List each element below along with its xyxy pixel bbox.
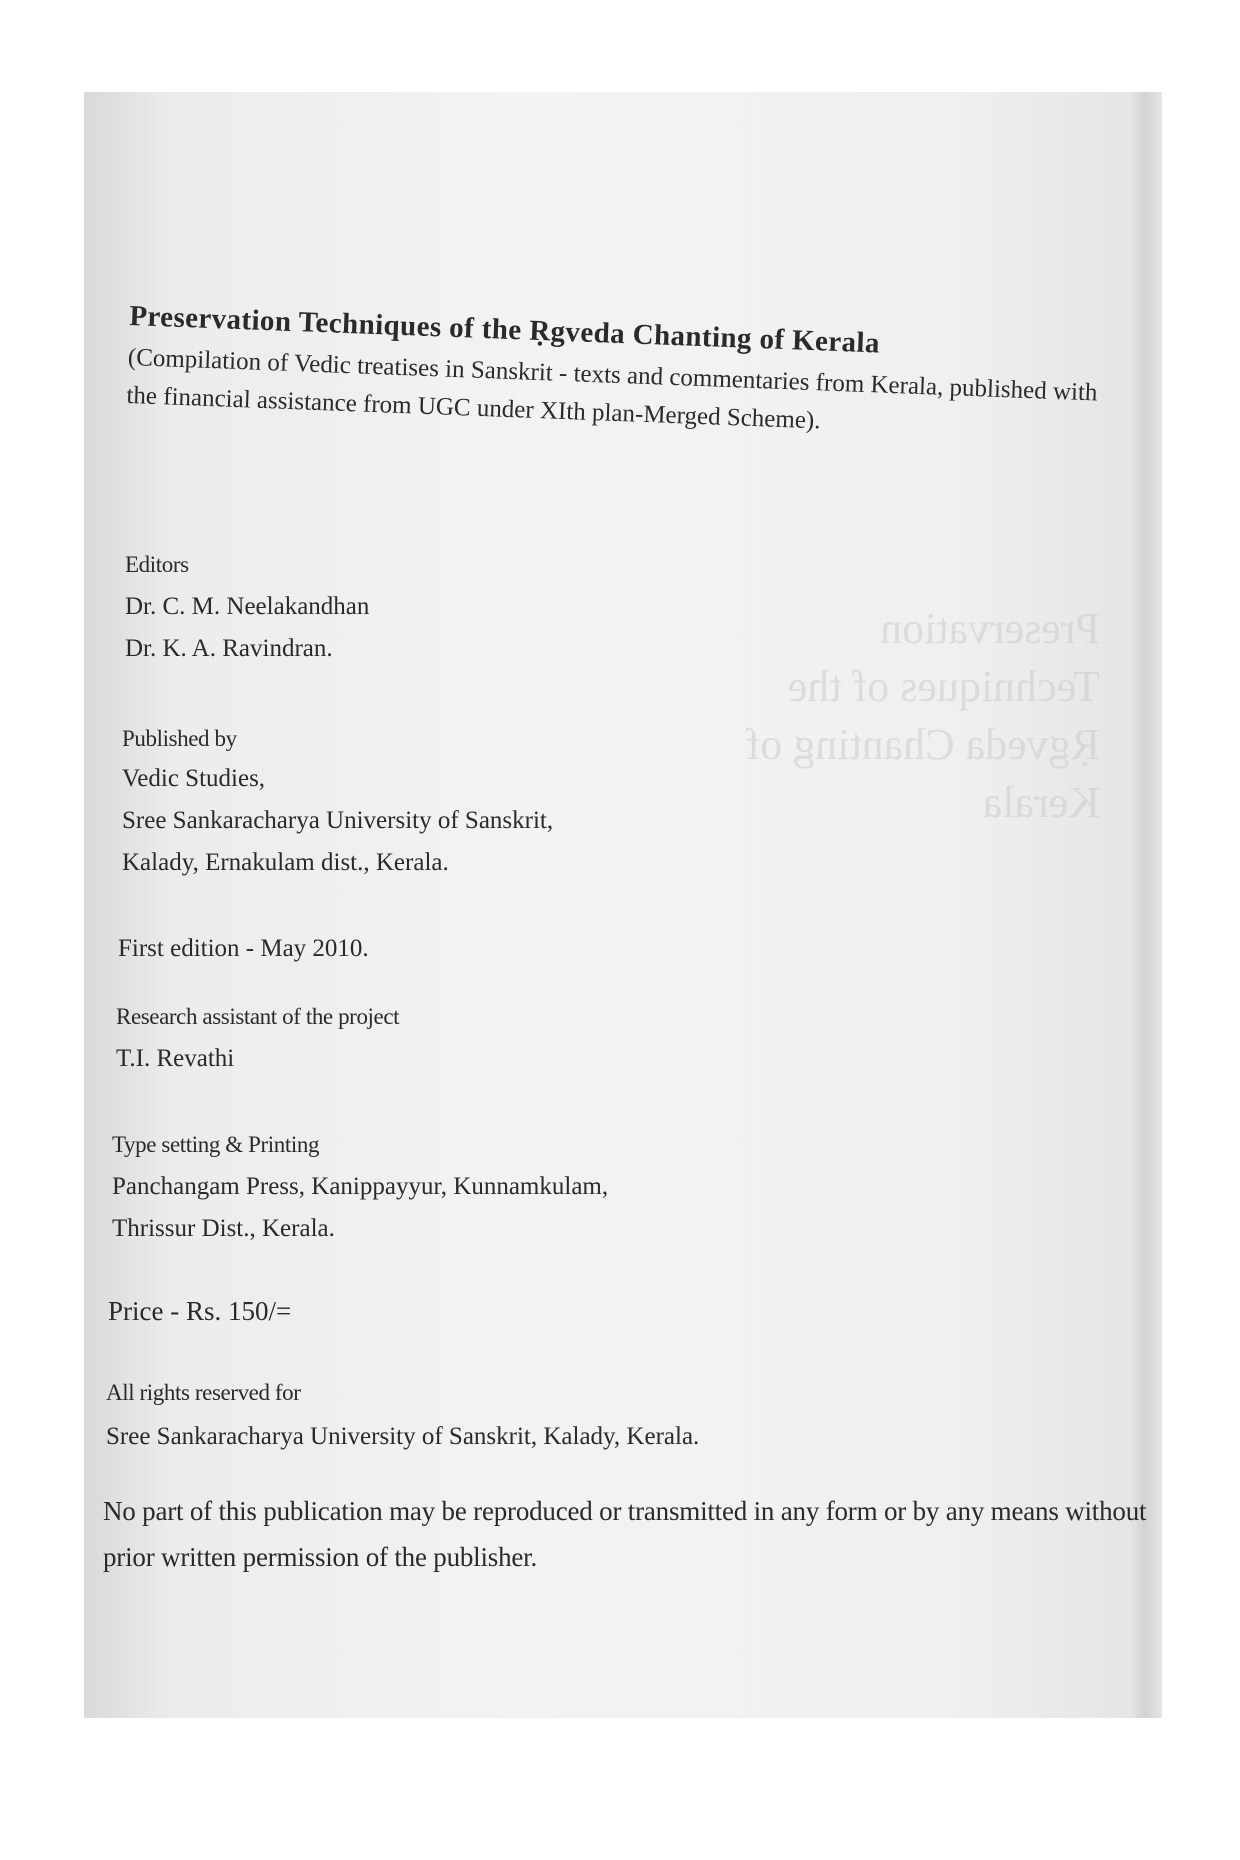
typesetting-section bbox=[112, 1128, 608, 1250]
book-description: (Compilation of Vedic treatises in Sanskrit - texts and commentaries from Kerala, published with the financial assistance from UGC under XIth plan-Merged Scheme). bbox=[126, 343, 1098, 435]
typesetting-line: Thrissur Dist., Kerala. bbox=[112, 1215, 335, 1242]
publisher-line: Sree Sankaracharya University of Sanskrit, bbox=[122, 807, 554, 834]
bleed-through-text bbox=[740, 600, 1100, 832]
bleed-through-line-1: Preservation Techniques of the bbox=[787, 604, 1100, 711]
book-title: Preservation Techniques of the Ṛgveda Chanting of Kerala bbox=[128, 300, 881, 360]
bleed-through-line-2: Ṛgveda Chanting of Kerala bbox=[745, 720, 1100, 827]
editor-name: Dr. K. A. Ravindran. bbox=[125, 635, 333, 662]
publisher-line: Vedic Studies, bbox=[122, 765, 266, 792]
page-gutter-shadow bbox=[1128, 92, 1162, 1718]
price-text: Price - Rs. 150/= bbox=[108, 1296, 292, 1326]
editor-name: Dr. C. M. Neelakandhan bbox=[125, 593, 370, 620]
price-section bbox=[108, 1290, 291, 1332]
typesetting-label: Type setting & Printing bbox=[112, 1132, 320, 1157]
rights-holder: Sree Sankaracharya University of Sanskrit, Kalady, Kerala. bbox=[106, 1423, 700, 1450]
rights-label: All rights reserved for bbox=[106, 1380, 301, 1405]
publisher-section bbox=[122, 722, 553, 884]
publisher-line: Kalady, Ernakulam dist., Kerala. bbox=[122, 849, 449, 876]
editors-section bbox=[125, 548, 369, 670]
editors-label: Editors bbox=[125, 552, 189, 577]
research-assistant-label: Research assistant of the project bbox=[116, 1004, 400, 1029]
publisher-label: Published by bbox=[122, 726, 237, 751]
edition-text: First edition - May 2010. bbox=[118, 935, 369, 962]
copyright-notice: No part of this publication may be reproduced or transmitted in any form or by any means without prior written permission of the publisher. bbox=[103, 1496, 1147, 1572]
rights-section bbox=[106, 1376, 699, 1458]
typesetting-line: Panchangam Press, Kanippayyur, Kunnamkulam, bbox=[112, 1173, 609, 1200]
research-assistant-name: T.I. Revathi bbox=[116, 1045, 235, 1072]
edition-section bbox=[118, 928, 369, 970]
research-assistant-section bbox=[116, 1000, 399, 1080]
